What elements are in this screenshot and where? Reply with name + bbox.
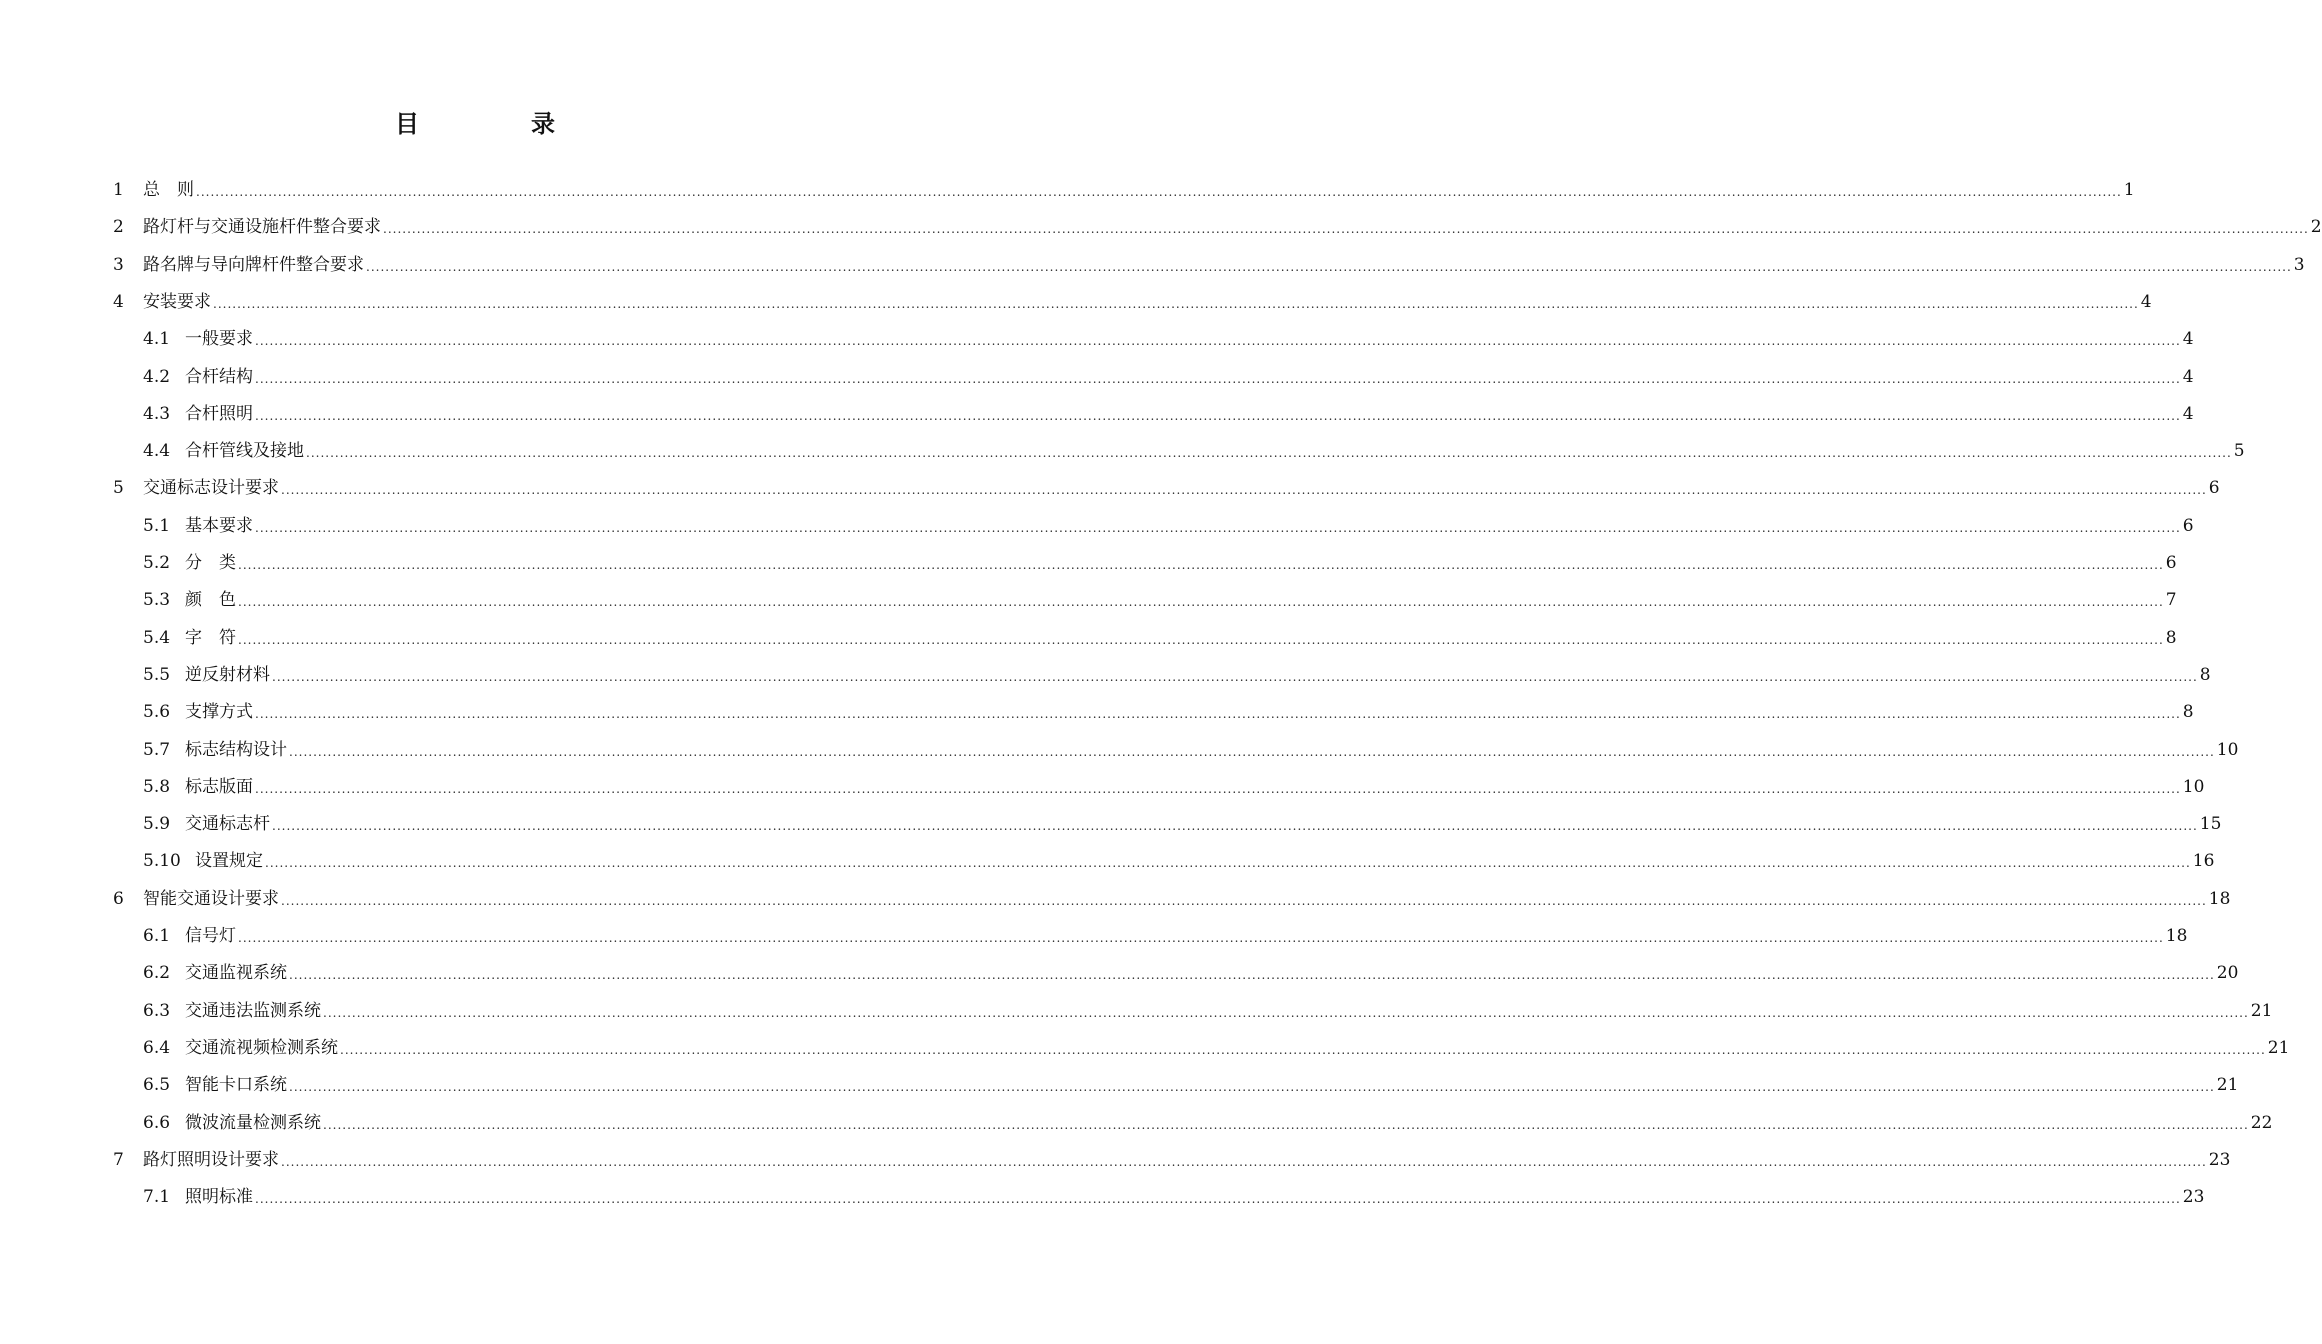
toc-entry-page: 8: [2165, 627, 2177, 648]
toc-entry[interactable]: [143, 507, 2194, 544]
toc-entry-number: 6.3: [143, 1000, 171, 1021]
dot-leader: ................................................................................................................................................................................................................................................................................................................................................................................................................: [255, 334, 2181, 349]
toc-entry-number: 5.10: [143, 851, 181, 872]
toc-entry-page: 10: [2182, 776, 2205, 797]
toc-entry[interactable]: [113, 1141, 2231, 1178]
toc-entry[interactable]: [143, 1104, 2273, 1141]
toc-entry-title: 信号灯: [185, 926, 236, 946]
toc-entry-page: 6: [2165, 553, 2177, 573]
toc-entry-number: 4: [113, 291, 124, 312]
toc-entry[interactable]: [143, 731, 2239, 768]
dot-leader: ................................................................................................................................................................................................................................................................................................................................................................................................................: [238, 931, 2164, 945]
toc-entry[interactable]: [143, 1067, 2239, 1104]
toc-entry-title: 合杆照明: [185, 403, 253, 424]
toc-entry[interactable]: [143, 321, 2194, 358]
toc-entry-title: 设置规定: [195, 851, 263, 872]
page-title: 目 录: [395, 110, 599, 138]
toc-entry-number: 5.2: [143, 553, 171, 573]
toc-entry-title: 合杆结构: [185, 366, 253, 387]
toc-entry-page: 10: [2216, 739, 2239, 760]
toc-entry[interactable]: [113, 470, 2220, 507]
dot-leader: ................................................................................................................................................................................................................................................................................................................................................................................................................: [255, 408, 2181, 423]
toc-entry-number: 6.6: [143, 1112, 171, 1133]
toc-entry-page: 6: [2208, 478, 2220, 499]
dot-leader: ................................................................................................................................................................................................................................................................................................................................................................................................................: [255, 707, 2181, 722]
dot-leader: ................................................................................................................................................................................................................................................................................................................................................................................................................: [255, 781, 2181, 796]
toc-entry[interactable]: [143, 545, 2177, 582]
dot-leader: ................................................................................................................................................................................................................................................................................................................................................................................................................: [265, 856, 2191, 871]
toc-entry-number: 4.3: [143, 403, 171, 424]
dot-leader: ................................................................................................................................................................................................................................................................................................................................................................................................................: [289, 968, 2215, 983]
toc-entry-page: 22: [2250, 1112, 2273, 1133]
toc-entry[interactable]: [143, 619, 2177, 656]
toc-entry[interactable]: [143, 433, 2245, 470]
toc-entry-page: 3: [2293, 254, 2305, 275]
toc-entry-title: 逆反射材料: [185, 664, 270, 685]
dot-leader: ................................................................................................................................................................................................................................................................................................................................................................................................................: [238, 558, 2164, 572]
toc-entry[interactable]: [143, 955, 2239, 992]
toc-entry-number: 6.4: [143, 1037, 171, 1058]
toc-entry[interactable]: [113, 880, 2231, 917]
toc-entry-title: 合杆管线及接地: [185, 441, 304, 462]
toc-entry-page: 4: [2182, 366, 2194, 387]
toc-entry-page: 16: [2192, 851, 2215, 872]
toc-entry-title: 路灯杆与交通设施杆件整合要求: [143, 217, 381, 238]
dot-leader: ................................................................................................................................................................................................................................................................................................................................................................................................................: [196, 185, 2122, 199]
dot-leader: ................................................................................................................................................................................................................................................................................................................................................................................................................: [281, 1154, 2207, 1169]
toc-entry-page: 18: [2165, 926, 2188, 946]
toc-entry-title: 颜 色: [185, 590, 236, 611]
toc-entry-page: 8: [2199, 664, 2211, 685]
toc-entry-title: 微波流量检测系统: [185, 1112, 321, 1133]
toc-entry-number: 5.1: [143, 515, 171, 536]
toc-entry-title: 智能交通设计要求: [143, 888, 279, 909]
dot-leader: ................................................................................................................................................................................................................................................................................................................................................................................................................: [289, 1080, 2215, 1095]
toc-entry[interactable]: [143, 843, 2215, 880]
toc-entry-title: 支撑方式: [185, 702, 253, 723]
toc-entry-number: 4.4: [143, 441, 171, 462]
toc-entry-title: 交通违法监测系统: [185, 1000, 321, 1021]
toc-entry[interactable]: [113, 172, 2135, 209]
toc-entry-page: 1: [2123, 180, 2135, 200]
toc-entry-title: 交通标志设计要求: [143, 478, 279, 499]
toc-entry-page: 4: [2182, 329, 2194, 350]
toc-entry-page: 8: [2182, 702, 2194, 723]
toc-entry[interactable]: [113, 246, 2305, 283]
toc-entry-page: 18: [2208, 888, 2231, 909]
toc-entry-title: 安装要求: [143, 291, 211, 312]
toc-entry-number: 6: [113, 888, 124, 909]
toc-entry-title: 交通监视系统: [185, 963, 287, 984]
toc-entry-number: 7: [113, 1149, 124, 1170]
dot-leader: ................................................................................................................................................................................................................................................................................................................................................................................................................: [255, 1192, 2181, 1207]
toc-entry-number: 6.2: [143, 963, 171, 984]
dot-leader: ................................................................................................................................................................................................................................................................................................................................................................................................................: [366, 259, 2292, 274]
dot-leader: ................................................................................................................................................................................................................................................................................................................................................................................................................: [306, 446, 2232, 461]
toc-entry-number: 3: [113, 254, 124, 275]
toc-entry-title: 路名牌与导向牌杆件整合要求: [143, 254, 364, 275]
toc-entry-number: 4.2: [143, 366, 171, 387]
toc-entry-title: 照明标准: [185, 1187, 253, 1208]
toc-entry-number: 5.5: [143, 664, 171, 685]
dot-leader: ................................................................................................................................................................................................................................................................................................................................................................................................................: [383, 222, 2309, 237]
toc-entry-page: 5: [2233, 441, 2245, 462]
toc-entry-page: 20: [2216, 963, 2239, 984]
toc-entry[interactable]: [143, 1029, 2290, 1066]
toc-entry-number: 6.1: [143, 926, 171, 946]
dot-leader: ................................................................................................................................................................................................................................................................................................................................................................................................................: [323, 1117, 2249, 1132]
toc-entry-number: 7.1: [143, 1187, 171, 1208]
dot-leader: ................................................................................................................................................................................................................................................................................................................................................................................................................: [281, 893, 2207, 908]
dot-leader: ................................................................................................................................................................................................................................................................................................................................................................................................................: [255, 371, 2181, 386]
toc-entry-number: 5.6: [143, 702, 171, 723]
toc-entry-title: 基本要求: [185, 515, 253, 536]
toc-entry-title: 智能卡口系统: [185, 1075, 287, 1096]
dot-leader: ................................................................................................................................................................................................................................................................................................................................................................................................................: [213, 296, 2139, 311]
toc-entry-number: 6.5: [143, 1075, 171, 1096]
toc-entry-title: 标志结构设计: [185, 739, 287, 760]
toc-entry-number: 5.9: [143, 814, 171, 835]
toc-entry-page: 15: [2199, 814, 2222, 835]
toc-entry-page: 21: [2267, 1037, 2290, 1058]
toc-entry[interactable]: [143, 395, 2194, 432]
toc-entry[interactable]: [143, 918, 2188, 955]
toc-entry-page: 4: [2140, 291, 2152, 312]
toc-entry[interactable]: [113, 283, 2152, 320]
toc-entry-number: 5.4: [143, 627, 171, 648]
toc-entry[interactable]: [143, 694, 2194, 731]
toc-entry-number: 1: [113, 180, 124, 200]
toc-entry-page: 2: [2310, 217, 2322, 238]
toc-entry[interactable]: [143, 992, 2273, 1029]
dot-leader: ................................................................................................................................................................................................................................................................................................................................................................................................................: [323, 1005, 2249, 1020]
toc-entry-number: 5.8: [143, 776, 171, 797]
toc-entry-page: 4: [2182, 403, 2194, 424]
toc-entry-title: 路灯照明设计要求: [143, 1149, 279, 1170]
toc-entry[interactable]: [143, 358, 2194, 395]
dot-leader: ................................................................................................................................................................................................................................................................................................................................................................................................................: [340, 1042, 2266, 1057]
dot-leader: ................................................................................................................................................................................................................................................................................................................................................................................................................: [289, 744, 2215, 759]
toc-entry-page: 6: [2182, 515, 2194, 536]
toc-entry-number: 5: [113, 478, 124, 499]
toc-entry-number: 2: [113, 217, 124, 238]
toc-entry-number: 5.3: [143, 590, 171, 611]
toc-entry-page: 7: [2165, 590, 2177, 611]
toc-entry-page: 23: [2182, 1187, 2205, 1208]
dot-leader: ................................................................................................................................................................................................................................................................................................................................................................................................................: [272, 669, 2198, 684]
toc-entry-title: 分 类: [185, 553, 236, 573]
toc-entry-page: 23: [2208, 1149, 2231, 1170]
dot-leader: ................................................................................................................................................................................................................................................................................................................................................................................................................: [238, 632, 2164, 647]
toc-entry[interactable]: [143, 1179, 2205, 1216]
dot-leader: ................................................................................................................................................................................................................................................................................................................................................................................................................: [272, 819, 2198, 834]
toc-entry-title: 字 符: [185, 627, 236, 648]
toc-entry-number: 5.7: [143, 739, 171, 760]
toc-entry[interactable]: [143, 656, 2211, 693]
dot-leader: ................................................................................................................................................................................................................................................................................................................................................................................................................: [238, 595, 2164, 610]
toc-entry[interactable]: [143, 768, 2205, 805]
toc-entry[interactable]: [143, 806, 2222, 843]
dot-leader: ................................................................................................................................................................................................................................................................................................................................................................................................................: [255, 520, 2181, 535]
toc-entry-title: 标志版面: [185, 776, 253, 797]
toc-entry-page: 21: [2250, 1000, 2273, 1021]
toc-entry-title: 交通标志杆: [185, 814, 270, 835]
toc-entry-title: 一般要求: [185, 329, 253, 350]
toc-entry-page: 21: [2216, 1075, 2239, 1096]
dot-leader: ................................................................................................................................................................................................................................................................................................................................................................................................................: [281, 483, 2207, 498]
toc-entry[interactable]: [113, 209, 2322, 246]
toc-entry-title: 交通流视频检测系统: [185, 1037, 338, 1058]
toc-entry[interactable]: [143, 582, 2177, 619]
toc-entry-number: 4.1: [143, 329, 171, 350]
toc-entry-title: 总 则: [143, 180, 194, 200]
